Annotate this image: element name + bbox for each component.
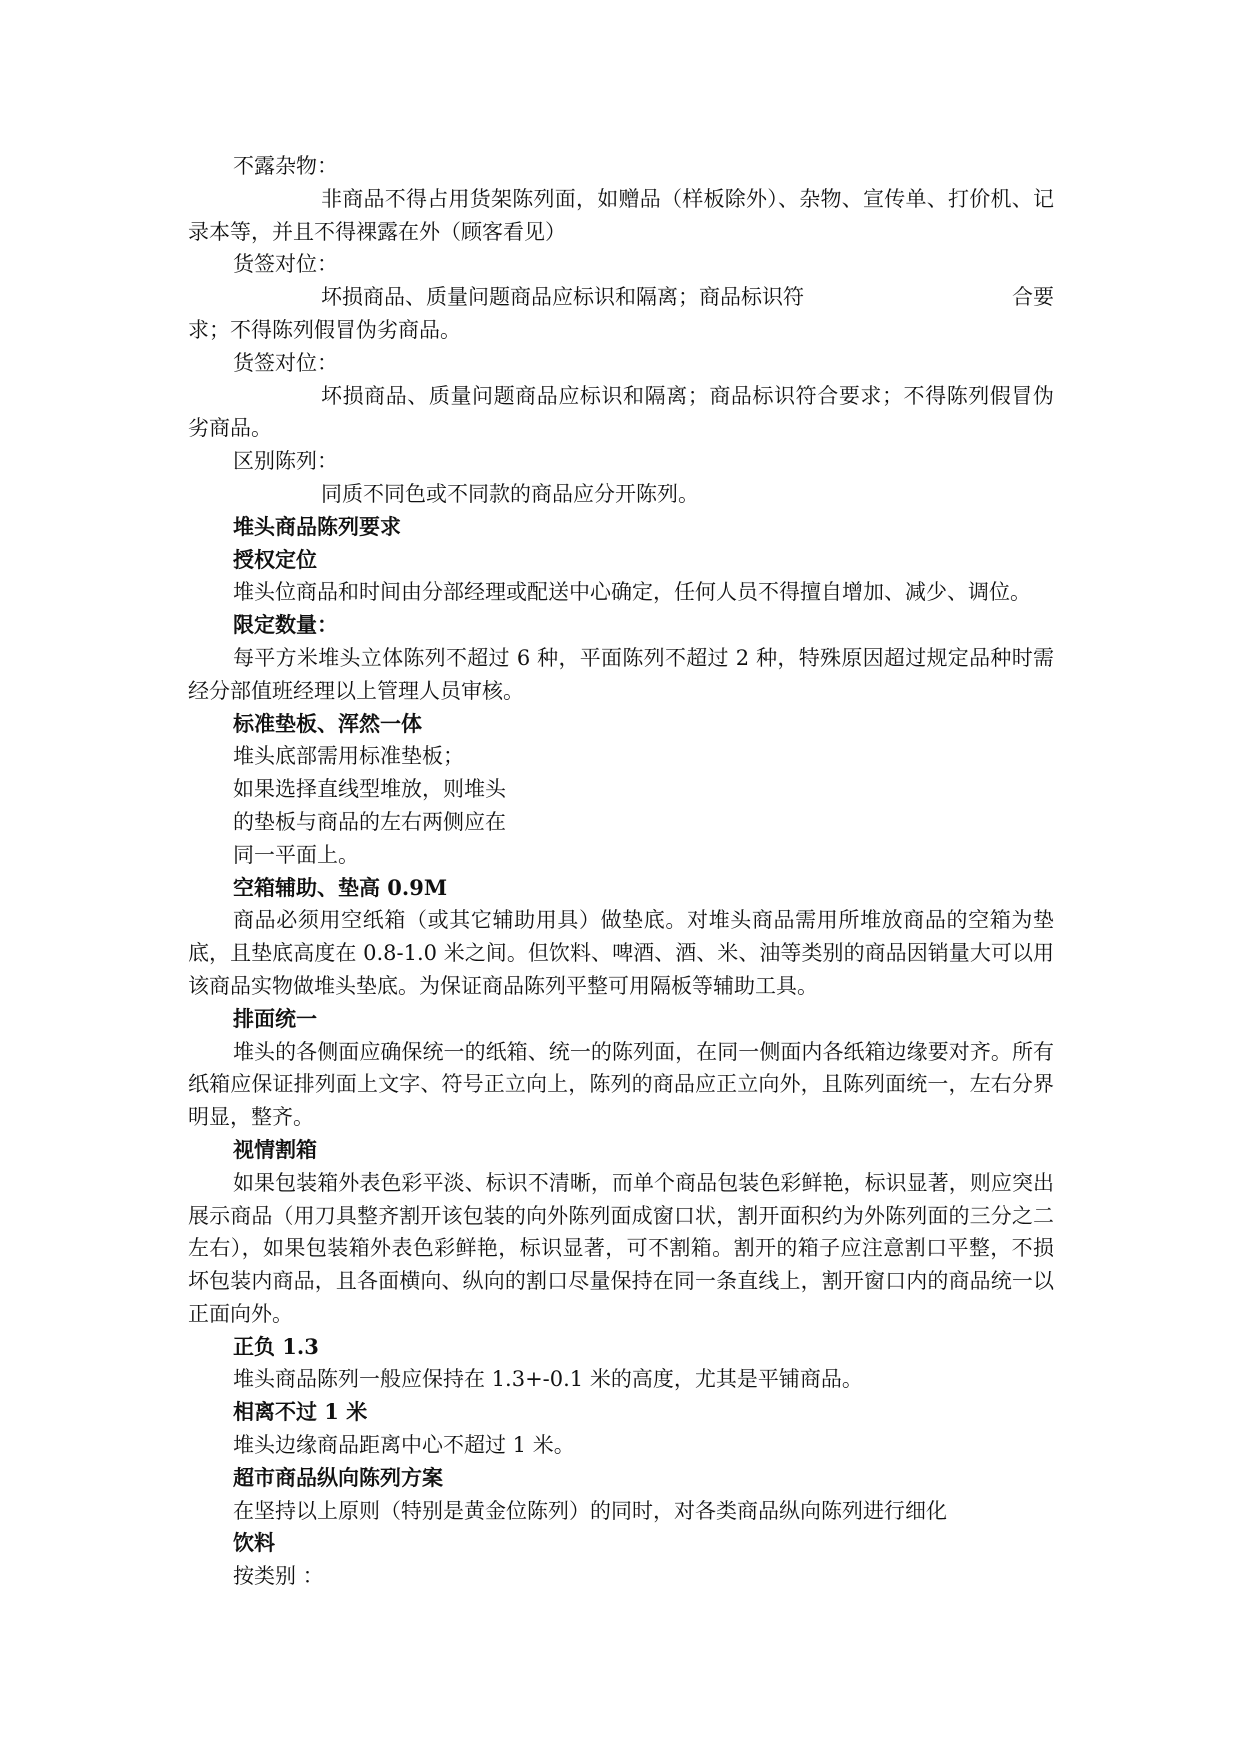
document-body	[188, 150, 1054, 1593]
section-label: 货签对位：	[233, 252, 338, 277]
section-heading: 堆头商品陈列要求	[233, 513, 401, 539]
paragraph-line: 如果选择直线型堆放，则堆头	[233, 777, 506, 802]
paragraph: 如果包装箱外表色彩平淡、标识不清晰，而单个商品包装色彩鲜艳，标识显著，则应突出展示商品（用刀具整齐割开该包装的向外陈列面成窗口状，割开面积约为外陈列面的三分之二左右），如果包装箱外表色彩鲜艳，标识显著，可不割箱。割开的箱子应注意割口平整，不损坏包装内商品，且各面横向、纵向的割口尽量保持在同一条直线上，割开窗口内的商品统一以正面向外。	[188, 1170, 1054, 1326]
paragraph: 堆头边缘商品距离中心不超过 1 米。	[233, 1433, 575, 1458]
section-heading: 超市商品纵向陈列方案	[233, 1464, 443, 1490]
paragraph: 堆头的各侧面应确保统一的纸箱、统一的陈列面，在同一侧面内各纸箱边缘要对齐。所有纸箱应保证排列面上文字、符号正立向上，陈列的商品应正立向外，且陈列面统一，左右分界明显，整齐。	[188, 1039, 1054, 1130]
split-line	[188, 281, 1054, 314]
paragraph: 在坚持以上原则（特别是黄金位陈列）的同时，对各类商品纵向陈列进行细化	[233, 1498, 947, 1523]
paragraph: 非商品不得占用货架陈列面，如赠品（样板除外）、杂物、宣传单、打价机、记录本等，并且不得裸露在外（顾客看见）	[188, 186, 1054, 244]
subsection-heading: 空箱辅助、垫高 0.9M	[233, 874, 448, 900]
paragraph: 堆头商品陈列一般应保持在 1.3+-0.1 米的高度，尤其是平铺商品。	[233, 1367, 863, 1392]
paragraph: 坏损商品、质量问题商品应标识和隔离；商品标识符合要求；不得陈列假冒伪劣商品。	[188, 383, 1054, 441]
subsection-heading: 饮料	[233, 1530, 275, 1556]
paragraph-line: 堆头底部需用标准垫板；	[233, 744, 464, 769]
paragraph-continuation: 求；不得陈列假冒伪劣商品。	[188, 317, 461, 342]
section-label: 不露杂物：	[233, 154, 338, 178]
split-line-right: 合要	[1012, 285, 1054, 310]
paragraph-line: 的垫板与商品的左右两侧应在	[233, 809, 506, 834]
section-label: 区别陈列：	[233, 449, 338, 474]
subsection-heading: 视情割箱	[233, 1136, 317, 1162]
subsection-heading: 正负 1.3	[233, 1333, 319, 1359]
paragraph-line: 同一平面上。	[233, 842, 359, 867]
subsection-heading: 标准垫板、浑然一体	[233, 710, 422, 736]
paragraph: 同质不同色或不同款的商品应分开陈列。	[321, 481, 699, 506]
paragraph: 商品必须用空纸箱（或其它辅助用具）做垫底。对堆头商品需用所堆放商品的空箱为垫底，且垫底高度在 0.8-1.0 米之间。但饮料、啤酒、酒、米、油等类别的商品因销量大可以用该商品实物做堆头垫底。为保证商品陈列平整可用隔板等辅助工具。	[188, 908, 1054, 998]
subsection-heading: 排面统一	[233, 1005, 317, 1031]
paragraph: 每平方米堆头立体陈列不超过 6 种，平面陈列不超过 2 种，特殊原因超过规定品种时需经分部值班经理以上管理人员审核。	[188, 645, 1054, 703]
paragraph: 堆头位商品和时间由分部经理或配送中心确定，任何人员不得擅自增加、减少、调位。	[233, 580, 1031, 605]
paragraph-line: 按类别 ：	[233, 1564, 324, 1589]
subsection-heading: 限定数量：	[233, 612, 338, 638]
section-label: 货签对位：	[233, 350, 338, 375]
split-line-left: 坏损商品、质量问题商品应标识和隔离；商品标识符	[321, 285, 804, 310]
subsection-heading: 授权定位	[233, 546, 317, 572]
subsection-heading: 相离不过 1 米	[233, 1399, 368, 1425]
